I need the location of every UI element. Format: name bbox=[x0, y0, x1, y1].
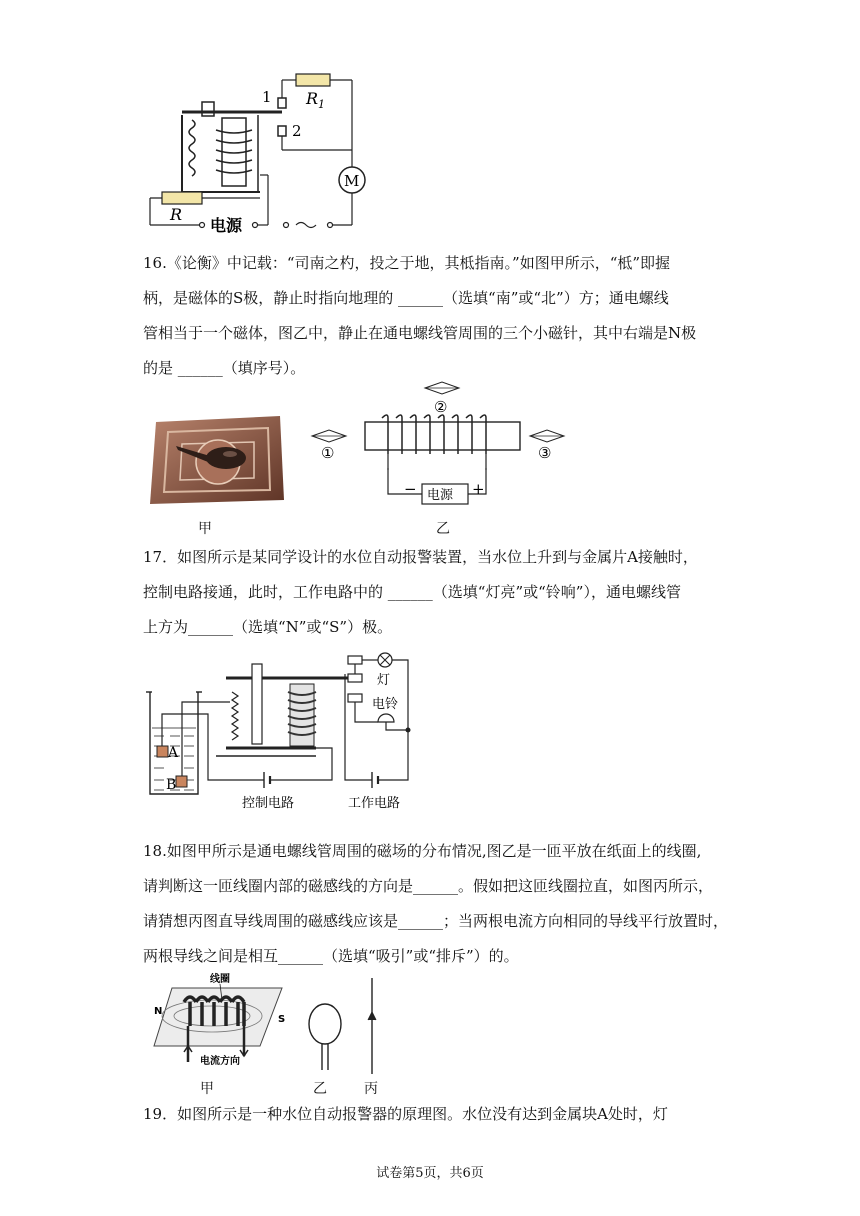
q16-power-label: 电源 bbox=[427, 488, 454, 503]
contact-2-label: 2 bbox=[292, 122, 302, 140]
relay-motor-circuit-figure bbox=[140, 70, 370, 240]
bell-label: 电铃 bbox=[372, 697, 399, 712]
needle-2-label: ② bbox=[434, 398, 448, 416]
coil-label: 线圈 bbox=[210, 974, 230, 985]
straight-wire-figure bbox=[362, 978, 382, 1074]
label-b: B bbox=[166, 777, 177, 793]
plus-sign: + bbox=[472, 480, 485, 498]
q16-line-4: 的是 ______（填序号）。 bbox=[143, 359, 306, 377]
current-direction-label: 电流方向 bbox=[200, 1056, 240, 1066]
needle-3-label: ③ bbox=[538, 444, 552, 462]
caption-jia-16: 甲 bbox=[198, 521, 212, 537]
q16-line-3: 管相当于一个磁体，图乙中，静止在通电螺线管周围的三个小磁针，其中右端是N极 bbox=[143, 324, 697, 342]
q17-line-1: 17．如图所示是某同学设计的水位自动报警装置，当水位上升到与金属片A接触时， bbox=[143, 548, 698, 566]
needle-1-label: ① bbox=[321, 444, 335, 462]
q19-line-1: 19．如图所示是一种水位自动报警器的原理图。水位没有达到金属块A处时，灯 bbox=[143, 1105, 668, 1123]
q18-line-3: 请猜想丙图直导线周围的磁感线应该是______；当两根电流方向相同的导线平行放置时， bbox=[143, 912, 729, 930]
q17-line-3: 上方为______（选填“N”或“S”）极。 bbox=[143, 618, 393, 636]
caption-jia-18: 甲 bbox=[200, 1081, 214, 1097]
caption-yi-18: 乙 bbox=[313, 1081, 327, 1097]
q16-line-1: 16.《论衡》中记载：“司南之杓，投之于地，其柢指南。”如图甲所示，“柢”即握 bbox=[143, 254, 671, 272]
single-loop-figure bbox=[300, 1000, 350, 1072]
north-label: N bbox=[154, 1006, 163, 1017]
work-circuit-label: 工作电路 bbox=[348, 796, 401, 811]
solenoid-field-figure bbox=[150, 970, 290, 1066]
contact-1-label: 1 bbox=[262, 88, 272, 106]
r1-label: $R_1$ bbox=[306, 89, 326, 111]
q18-line-4: 两根导线之间是相互______（选填“吸引”或“排斥”）的。 bbox=[143, 947, 519, 965]
label-a: A bbox=[168, 745, 179, 761]
power-source-label: 电源 bbox=[210, 216, 243, 235]
q17-line-2: 控制电路接通，此时，工作电路中的 ______（选填“灯亮”或“铃响”），通电螺线管 bbox=[143, 583, 681, 601]
caption-bing-18: 丙 bbox=[364, 1081, 378, 1097]
lamp-label: 灯 bbox=[377, 673, 391, 688]
water-level-alarm-figure bbox=[140, 652, 430, 814]
sinan-compass-image bbox=[148, 412, 288, 507]
control-circuit-label: 控制电路 bbox=[242, 796, 295, 811]
caption-yi-16: 乙 bbox=[436, 521, 450, 537]
q16-line-2: 柄，是磁体的S极，静止时指向地理的 ______（选填“南”或“北”）方；通电螺线 bbox=[143, 289, 669, 307]
q18-line-2: 请判断这一匝线圈内部的磁感线的方向是______。假如把这匝线圈拉直，如图丙所示， bbox=[143, 877, 714, 895]
solenoid-needles-figure bbox=[310, 378, 580, 506]
motor-label: M bbox=[344, 172, 360, 190]
south-label: S bbox=[278, 1014, 286, 1025]
q18-line-1: 18.如图甲所示是通电螺线管周围的磁场的分布情况,图乙是一匝平放在纸面上的线圈, bbox=[143, 842, 702, 860]
r-label: R bbox=[170, 205, 183, 224]
minus-sign: − bbox=[404, 480, 417, 498]
page-footer: 试卷第5页，共6页 bbox=[376, 1166, 484, 1181]
